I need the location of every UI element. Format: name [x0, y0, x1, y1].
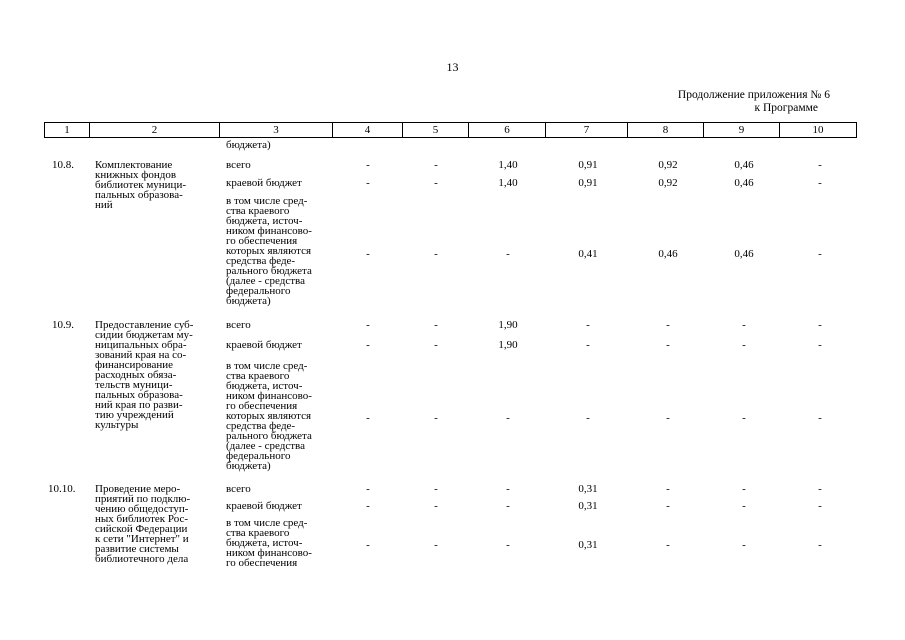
value-cell: - — [366, 159, 370, 171]
value-cell: - — [434, 248, 438, 260]
row-number: 10.10. — [48, 483, 76, 495]
value-cell: - — [742, 483, 746, 495]
column-header-7: 7 — [546, 123, 628, 137]
column-header-6: 6 — [469, 123, 546, 137]
value-cell: - — [366, 539, 370, 551]
carryover-text: бюджета) — [226, 139, 271, 151]
value-cell: - — [742, 500, 746, 512]
value-cell: - — [818, 319, 822, 331]
source-label: в том числе сред- ства краевого бюджета, источ- ником финансово- го обеспечения — [226, 517, 312, 569]
value-cell: - — [666, 500, 670, 512]
column-header-8: 8 — [628, 123, 704, 137]
value-cell: - — [742, 539, 746, 551]
source-label: в том числе сред- ства краевого бюджета, источ- ником финансово- го обеспечения которых являются средства феде- рального бюджета (далее - средства федерального бюджета) — [226, 195, 312, 307]
source-label: краевой бюджет — [226, 339, 302, 351]
value-cell: - — [586, 339, 590, 351]
value-cell: - — [434, 539, 438, 551]
source-label: всего — [226, 319, 251, 331]
page-number: 13 — [446, 60, 459, 74]
value-cell: - — [366, 319, 370, 331]
value-cell: - — [366, 500, 370, 512]
value-cell: - — [666, 412, 670, 424]
value-cell: - — [506, 483, 510, 495]
value-cell: 0,46 — [734, 159, 754, 171]
table-header-row — [44, 122, 857, 138]
value-cell: 0,92 — [658, 177, 678, 189]
value-cell: - — [818, 159, 822, 171]
value-cell: - — [366, 248, 370, 260]
value-cell: - — [666, 539, 670, 551]
row-name: Предоставление суб- сидии бюджетам му- ниципальных обра- зований края на со- финансирование расходных обяза- тельств муници- пальных образова- ний края по разви- тию учреждений культуры — [95, 319, 194, 431]
value-cell: - — [586, 319, 590, 331]
source-label: в том числе сред- ства краевого бюджета, источ- ником финансово- го обеспечения которых являются средства феде- рального бюджета (далее - средства федерального бюджета) — [226, 360, 312, 472]
value-cell: - — [586, 412, 590, 424]
value-cell: 0,31 — [578, 539, 598, 551]
value-cell: - — [666, 483, 670, 495]
value-cell: - — [434, 500, 438, 512]
value-cell: - — [506, 248, 510, 260]
value-cell: - — [506, 539, 510, 551]
value-cell: 0,46 — [734, 177, 754, 189]
continuation-caption — [678, 89, 830, 115]
source-label: краевой бюджет — [226, 177, 302, 189]
value-cell: - — [742, 339, 746, 351]
value-cell: 0,46 — [734, 248, 754, 260]
value-cell: - — [506, 500, 510, 512]
value-cell: - — [742, 319, 746, 331]
value-cell: - — [818, 412, 822, 424]
value-cell: 1,40 — [498, 159, 518, 171]
column-header-9: 9 — [704, 123, 780, 137]
value-cell: - — [434, 339, 438, 351]
value-cell: - — [666, 319, 670, 331]
row-number: 10.8. — [52, 159, 74, 171]
value-cell: 1,90 — [498, 339, 518, 351]
value-cell: 0,41 — [578, 248, 598, 260]
row-name: Проведение меро- приятий по подклю- чению общедоступ- ных библиотек Рос- сийской Федерации к сети "Интернет" и развитие системы библиотечного дела — [95, 483, 191, 565]
value-cell: - — [366, 483, 370, 495]
value-cell: 0,91 — [578, 177, 598, 189]
value-cell: 1,90 — [498, 319, 518, 331]
row-name: Комплектование книжных фондов библиотек муници- пальных образова- ний — [95, 159, 186, 211]
value-cell: 0,92 — [658, 159, 678, 171]
continuation-line-1: Продолжение приложения № 6 — [677, 89, 830, 101]
value-cell: - — [434, 412, 438, 424]
column-header-1: 1 — [45, 123, 90, 137]
value-cell: - — [434, 319, 438, 331]
source-label: краевой бюджет — [226, 500, 302, 512]
value-cell: - — [818, 483, 822, 495]
value-cell: 0,46 — [658, 248, 678, 260]
value-cell: - — [818, 177, 822, 189]
column-header-5: 5 — [403, 123, 469, 137]
value-cell: 0,91 — [578, 159, 598, 171]
value-cell: 0,31 — [578, 483, 598, 495]
source-label: всего — [226, 483, 251, 495]
value-cell: - — [818, 539, 822, 551]
value-cell: - — [366, 177, 370, 189]
row-number: 10.9. — [52, 319, 74, 331]
value-cell: - — [818, 339, 822, 351]
continuation-line-2: к Программе — [754, 102, 818, 114]
value-cell: - — [666, 339, 670, 351]
value-cell: - — [434, 159, 438, 171]
value-cell: - — [742, 412, 746, 424]
value-cell: - — [434, 483, 438, 495]
source-label: всего — [226, 159, 251, 171]
column-header-2: 2 — [90, 123, 220, 137]
column-header-10: 10 — [812, 124, 824, 136]
value-cell: - — [434, 177, 438, 189]
value-cell: 1,40 — [498, 177, 518, 189]
value-cell: 0,31 — [578, 500, 598, 512]
column-header-3: 3 — [220, 123, 333, 137]
value-cell: - — [506, 412, 510, 424]
column-header-4: 4 — [333, 123, 403, 137]
value-cell: - — [366, 412, 370, 424]
value-cell: - — [818, 500, 822, 512]
value-cell: - — [366, 339, 370, 351]
value-cell: - — [818, 248, 822, 260]
